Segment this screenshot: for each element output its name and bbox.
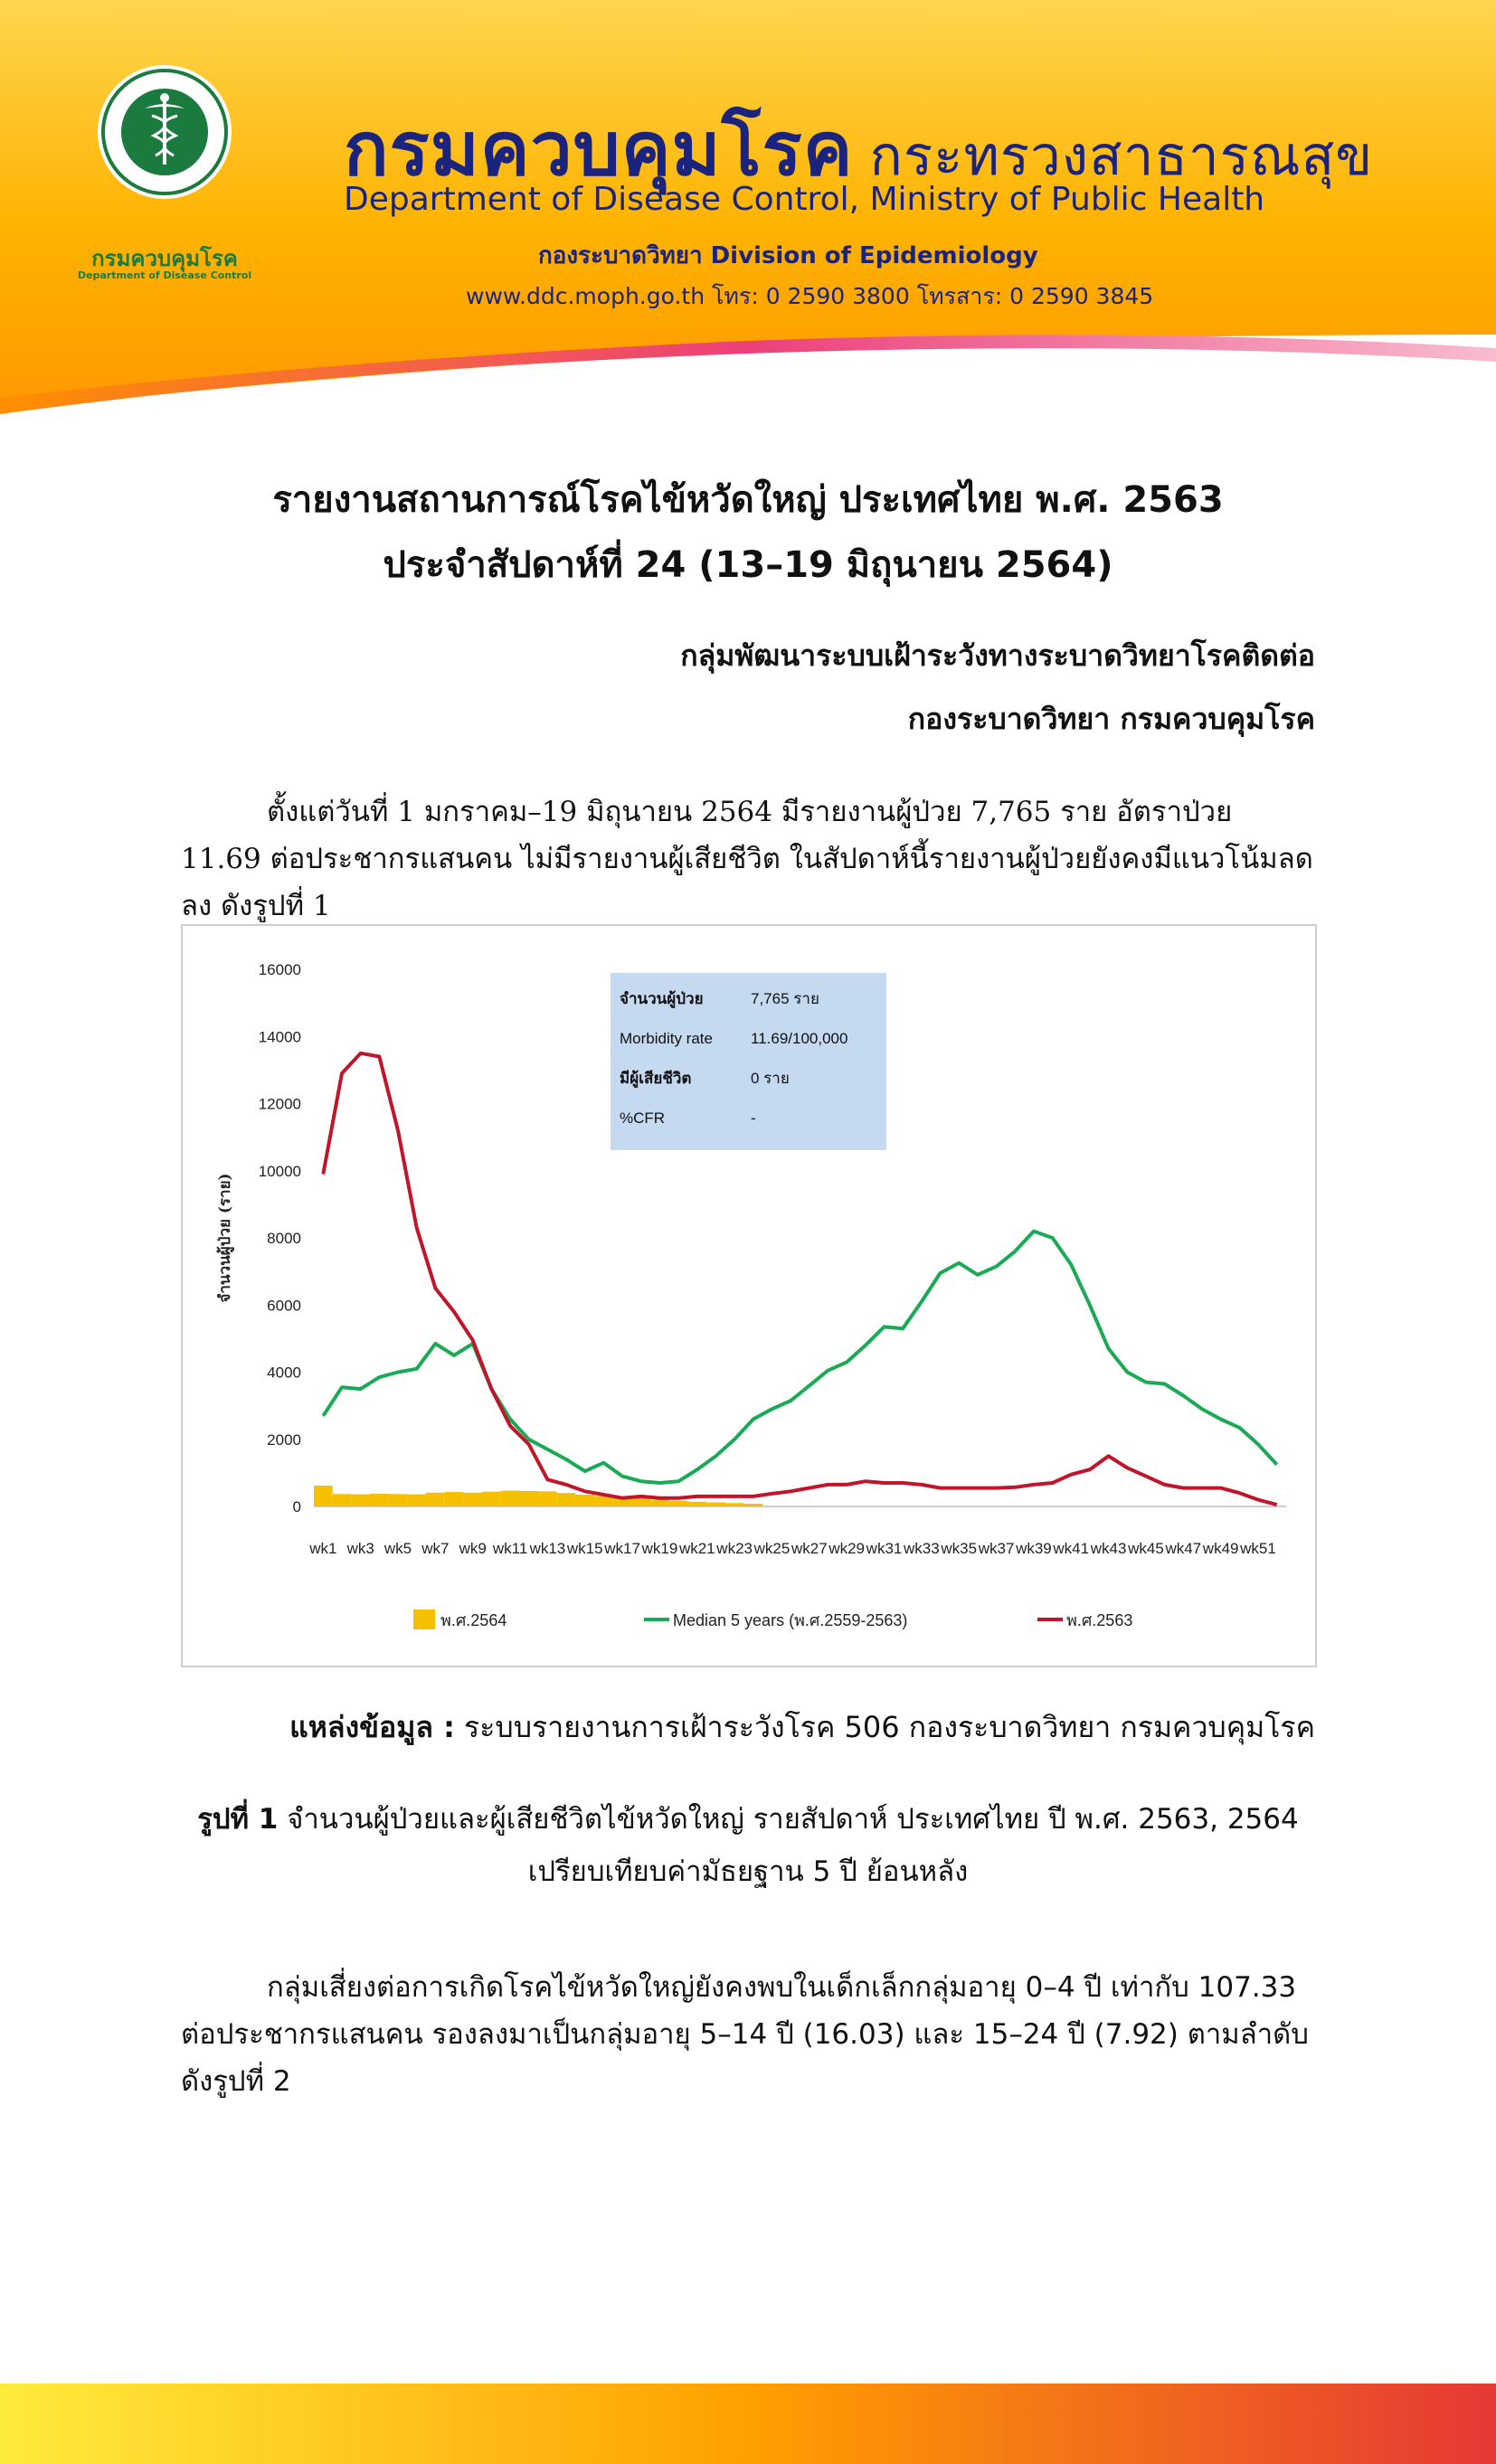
x-tick-label: wk21 xyxy=(678,1540,715,1557)
source-text: ระบบรายงานการเฝ้าระวังโรค 506 กองระบาดวิทยา กรมควบคุมโรค xyxy=(454,1710,1315,1744)
y-tick-label: 8000 xyxy=(267,1230,301,1247)
y-tick-label: 10000 xyxy=(258,1162,301,1180)
stats-value: 0 ราย xyxy=(751,1070,790,1087)
bar-2564-week xyxy=(333,1494,352,1506)
figure-caption xyxy=(0,1796,1496,1841)
x-tick-label: wk35 xyxy=(941,1540,978,1557)
y-tick-label: 14000 xyxy=(258,1028,301,1046)
y-tick-label: 4000 xyxy=(267,1364,301,1382)
bar-2564-week xyxy=(482,1492,501,1506)
x-tick-label: wk33 xyxy=(904,1540,940,1557)
bar-2564-week xyxy=(501,1491,520,1506)
source-label: แหล่งข้อมูล : xyxy=(289,1710,455,1744)
chart-canvas xyxy=(183,926,1315,1666)
bar-2564-week xyxy=(687,1502,706,1506)
x-tick-label: wk41 xyxy=(1053,1540,1090,1557)
stats-value: 11.69/100,000 xyxy=(751,1030,848,1047)
bar-2564-week xyxy=(669,1501,688,1506)
legend-label: Median 5 years (พ.ศ.2559-2563) xyxy=(673,1611,908,1629)
bar-2564-week xyxy=(426,1493,445,1506)
y-tick-label: 0 xyxy=(292,1498,301,1515)
x-tick-label: wk37 xyxy=(978,1540,1015,1557)
summary-paragraph-text: ตั้งแต่วันที่ 1 มกราคม–19 มิถุนายน 2564 มีรายงานผู้ป่วย 7,765 ราย อัตราป่วย 11.69 ต่อประชากรแสนคน ไม่มีรายงานผู้เสียชีวิต ในสัปดาห์นี้รายงานผู้ป่วยยังคงมีแนวโน้มลดลง ดังรูปที่ 1 xyxy=(181,796,1313,922)
x-tick-label: wk47 xyxy=(1165,1540,1202,1557)
weekly-cases-chart xyxy=(181,924,1317,1667)
division-name: กองระบาดวิทยา Division of Epidemiology xyxy=(538,242,1038,269)
figure-label: รูปที่ 1 xyxy=(197,1803,279,1836)
bar-2564-week xyxy=(575,1495,594,1506)
figure-caption-line2: เปรียบเทียบค่ามัธยฐาน 5 ปี ย้อนหลัง xyxy=(527,1855,969,1888)
bar-2564-week xyxy=(463,1493,482,1506)
logo-caption-en: Department of Disease Control xyxy=(77,269,252,281)
x-tick-label: wk11 xyxy=(492,1540,528,1557)
data-source xyxy=(289,1704,1315,1751)
ministry-name-th: กระทรวงสาธารณสุข xyxy=(869,125,1374,188)
y-tick-label: 16000 xyxy=(258,961,301,978)
bar-2564-week xyxy=(631,1498,650,1506)
stats-label: จำนวนผู้ป่วย xyxy=(620,990,704,1007)
report-title: รายงานสถานการณ์โรคไข้หวัดใหญ่ ประเทศไทย พ.ศ. 2563 xyxy=(272,479,1224,521)
bar-2564-week xyxy=(407,1495,426,1506)
y-axis-label: จำนวนผู้ป่วย (ราย) xyxy=(216,1173,234,1303)
x-tick-label: wk27 xyxy=(791,1540,828,1557)
x-tick-label: wk19 xyxy=(641,1540,678,1557)
summary-paragraph xyxy=(181,788,1315,930)
org-name-en: Department of Disease Control, Ministry of Public Health xyxy=(344,181,1265,218)
bar-2564-week xyxy=(370,1494,389,1506)
x-tick-label: wk31 xyxy=(866,1540,903,1557)
caduceus-seal-icon xyxy=(83,63,246,244)
bar-2564-week xyxy=(650,1500,669,1506)
bar-2564-week xyxy=(706,1503,725,1506)
x-tick-label: wk3 xyxy=(346,1540,374,1557)
figure-caption-text: จำนวนผู้ป่วยและผู้เสียชีวิตไข้หวัดใหญ่ รายสัปดาห์ ประเทศไทย ปี พ.ศ. 2563, 2564 xyxy=(278,1803,1299,1836)
ministry-logo xyxy=(77,63,252,281)
x-tick-label: wk51 xyxy=(1240,1540,1276,1557)
x-tick-label: wk7 xyxy=(421,1540,450,1557)
x-tick-label: wk5 xyxy=(383,1540,412,1557)
bar-2564-week xyxy=(557,1493,576,1506)
bar-2564-week xyxy=(314,1486,333,1506)
bar-2564-week xyxy=(445,1492,464,1506)
contact-info: www.ddc.moph.go.th โทร: 0 2590 3800 โทรสาร: 0 2590 3845 xyxy=(466,283,1154,309)
x-tick-label: wk15 xyxy=(566,1540,603,1557)
x-tick-label: wk13 xyxy=(529,1540,566,1557)
letterhead-banner xyxy=(0,0,1496,416)
risk-group-paragraph xyxy=(181,1964,1315,2105)
median-5yr-line xyxy=(323,1232,1276,1483)
legend-label: พ.ศ.2564 xyxy=(440,1611,507,1629)
stats-value: - xyxy=(751,1109,756,1127)
stats-label: %CFR xyxy=(620,1109,666,1127)
author-unit: กลุ่มพัฒนาระบบเฝ้าระวังทางระบาดวิทยาโรคติดต่อ xyxy=(680,638,1315,673)
stats-label: มีผู้เสียชีวิต xyxy=(620,1070,692,1087)
author-division: กองระบาดวิทยา กรมควบคุมโรค xyxy=(907,702,1315,736)
bar-2564-week xyxy=(743,1504,762,1506)
stats-value: 7,765 ราย xyxy=(751,990,819,1007)
legend-label: พ.ศ.2563 xyxy=(1066,1611,1133,1629)
bar-2564-week xyxy=(389,1494,408,1506)
report-subtitle: ประจำสัปดาห์ที่ 24 (13–19 มิถุนายน 2564) xyxy=(383,544,1113,586)
y-tick-label: 6000 xyxy=(267,1297,301,1315)
legend-swatch-bar xyxy=(413,1610,435,1629)
bar-2564-week xyxy=(519,1491,538,1506)
logo-caption-th: กรมควบคุมโรค xyxy=(91,246,238,271)
x-tick-label: wk43 xyxy=(1090,1540,1127,1557)
footer-banner xyxy=(0,2384,1496,2464)
risk-group-paragraph-text: กลุ่มเสี่ยงต่อการเกิดโรคไข้หวัดใหญ่ยังคงพบในเด็กเล็กกลุ่มอายุ 0–4 ปี เท่ากับ 107.33 ต่อประชากรแสนคน รองลงมาเป็นกลุ่มอายุ 5–14 ปี (16.03) และ 15–24 ปี (7.92) ตามลำดับ ดังรูปที่ 2 xyxy=(181,1971,1309,2098)
x-tick-label: wk39 xyxy=(1016,1540,1052,1557)
bar-2564-week xyxy=(351,1495,370,1506)
x-tick-label: wk1 xyxy=(309,1540,337,1557)
x-tick-label: wk49 xyxy=(1202,1540,1239,1557)
y-tick-label: 12000 xyxy=(258,1095,301,1113)
stats-label: Morbidity rate xyxy=(620,1030,713,1047)
y-tick-label: 2000 xyxy=(267,1430,301,1449)
bar-2564-week xyxy=(725,1503,744,1506)
bar-2564-week xyxy=(538,1491,557,1506)
org-name-th-text: กรมควบคุมโรค xyxy=(344,107,854,193)
x-tick-label: wk45 xyxy=(1128,1540,1164,1557)
x-tick-label: wk9 xyxy=(459,1540,487,1557)
x-tick-label: wk23 xyxy=(716,1540,753,1557)
x-tick-label: wk17 xyxy=(604,1540,640,1557)
x-tick-label: wk29 xyxy=(828,1540,866,1557)
x-tick-label: wk25 xyxy=(753,1540,791,1557)
